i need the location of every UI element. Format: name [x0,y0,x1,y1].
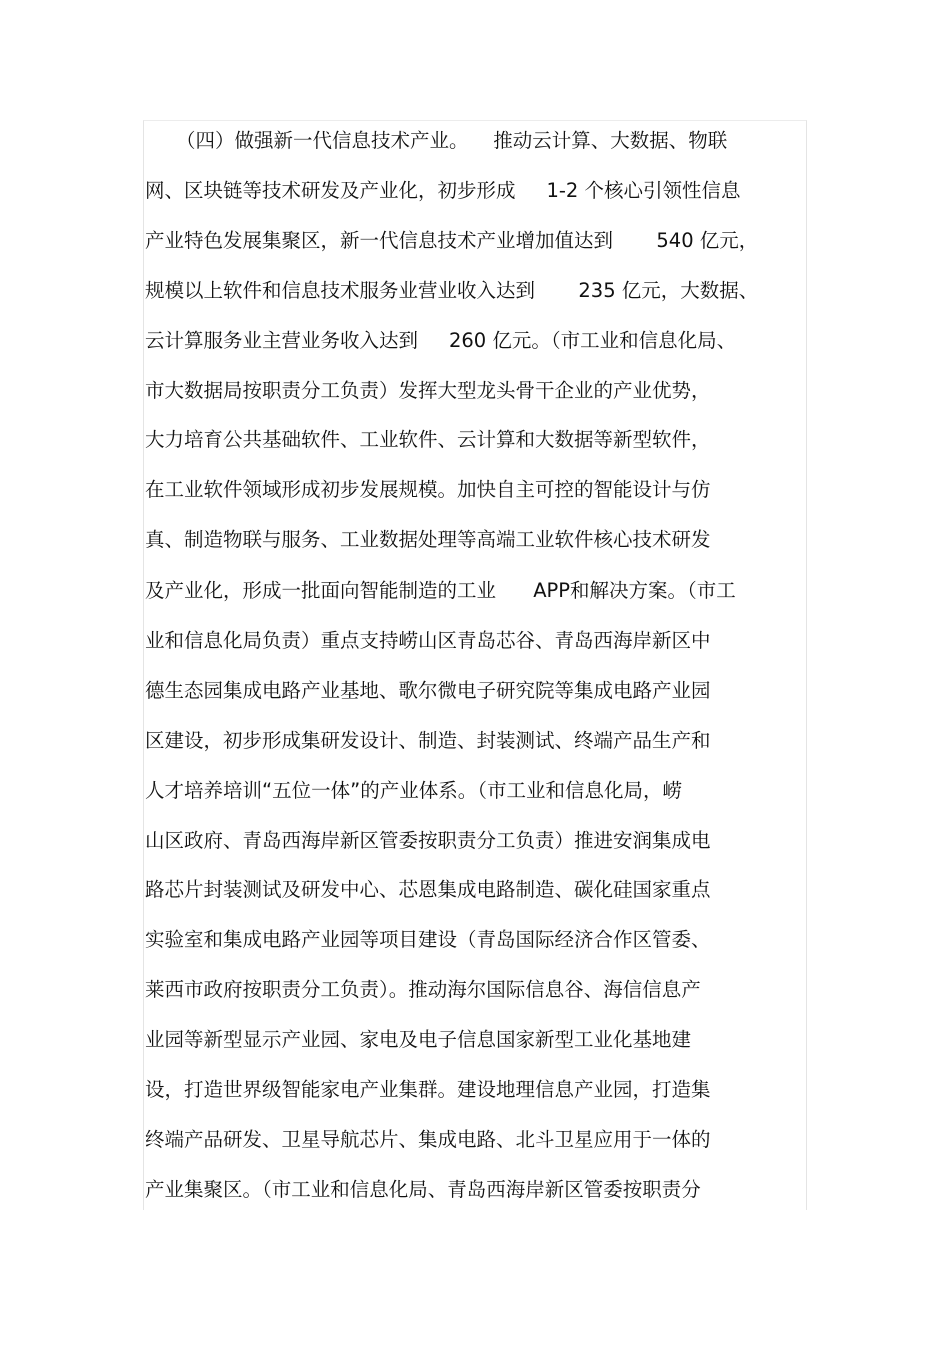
text-line: 莱西市政府按职责分工负责）。推动海尔国际信息谷、海信信息产 [145,978,701,1001]
text-line: 德生态园集成电路产业基地、歌尔微电子研究院等集成电路产业园 [145,679,711,702]
text-line: 实验室和集成电路产业园等项目建设（青岛国际经济合作区管委、 [145,928,711,951]
text-line: 云计算服务业主营业务收入达到 260 亿元。（市工业和信息化局、 [145,329,737,352]
text-line: 真、制造物联与服务、工业数据处理等高端工业软件核心技术研发 [145,528,711,551]
text-line: 网、区块链等技术研发及产业化，初步形成 1-2 个核心引领性信息 [145,179,741,202]
text-line: 业园等新型显示产业园、家电及电子信息国家新型工业化基地建 [145,1028,692,1051]
text-line: 产业特色发展集聚区，新一代信息技术产业增加值达到 540 亿元， [145,229,759,252]
text-line: 大力培育公共基础软件、工业软件、云计算和大数据等新型软件， [145,428,711,451]
text-line: 区建设，初步形成集研发设计、制造、封装测试、终端产品生产和 [145,729,711,752]
text-line: 在工业软件领域形成初步发展规模。加快自主可控的智能设计与仿 [145,478,711,501]
text-line: 设，打造世界级智能家电产业集群。建设地理信息产业园，打造集 [145,1078,711,1101]
text-line: 业和信息化局负责）重点支持崂山区青岛芯谷、青岛西海岸新区中 [145,629,711,652]
text-line: 路芯片封装测试及研发中心、芯恩集成电路制造、碳化硅国家重点 [145,878,711,901]
text-line: 终端产品研发、卫星导航芯片、集成电路、北斗卫星应用于一体的 [145,1128,711,1151]
text-line: 规模以上软件和信息技术服务业营业收入达到 235 亿元，大数据、 [145,279,759,302]
text-line: （四）做强新一代信息技术产业。 推动云计算、大数据、物联 [145,129,728,152]
text-line: 产业集聚区。（市工业和信息化局、青岛西海岸新区管委按职责分 [145,1178,701,1201]
text-line: 市大数据局按职责分工负责）发挥大型龙头骨干企业的产业优势， [145,379,711,402]
text-line: 及产业化，形成一批面向智能制造的工业 APP和解决方案。（市工 [145,579,736,602]
text-line: 人才培养培训“五位一体”的产业体系。（市工业和信息化局，崂 [145,779,682,802]
text-line: 山区政府、青岛西海岸新区管委按职责分工负责）推进安润集成电 [145,829,711,852]
